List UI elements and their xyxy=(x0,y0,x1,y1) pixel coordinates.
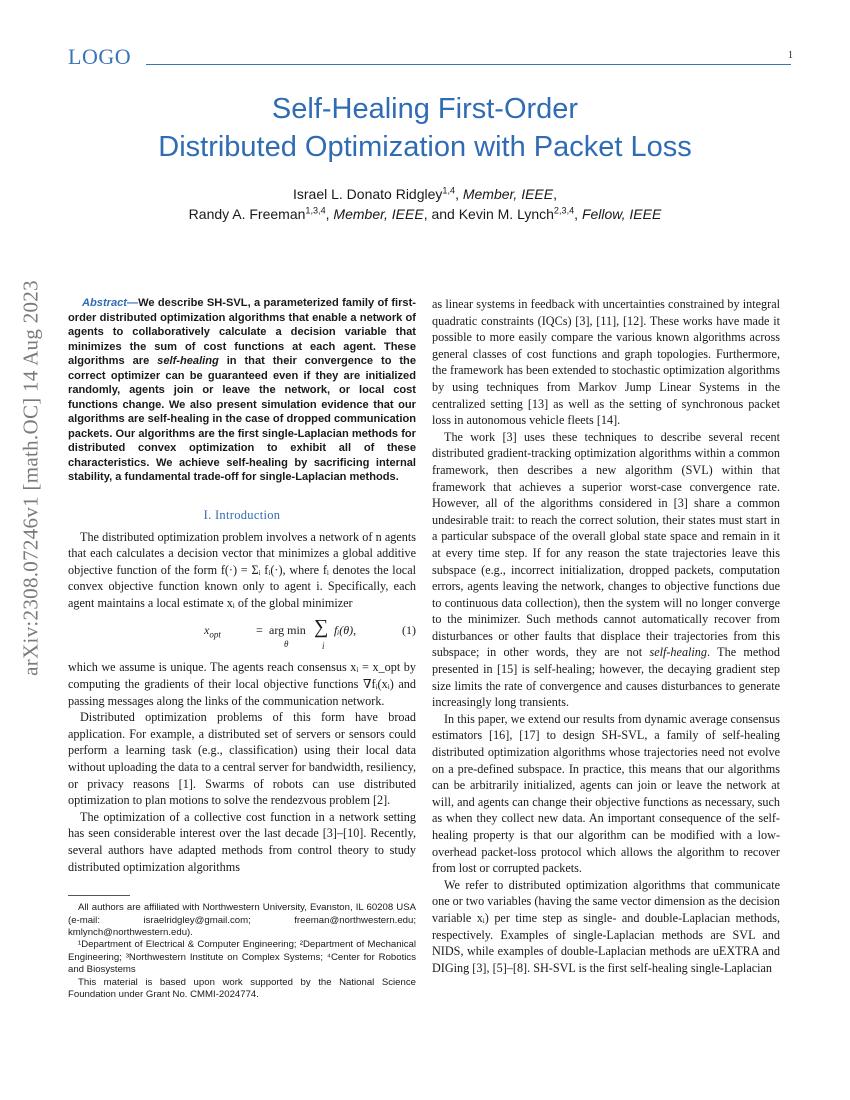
equation-1 xyxy=(68,615,416,657)
arxiv-stamp xyxy=(16,268,46,688)
logo: LOGO xyxy=(68,44,132,69)
author-conjunction: and xyxy=(431,206,455,222)
abstract xyxy=(68,296,416,485)
page-header xyxy=(68,44,793,68)
footnote-funding: This material is based upon work supported by the National Science Foundation under Grant No. CMMI-2024774. xyxy=(68,976,416,1001)
equation-number: (1) xyxy=(402,623,416,638)
right-paragraph-1: as linear systems in feedback with uncertainties constrained by integral quadratic constraints (IQCs) [3], [11], [12]. These works have made it possible to more easily compare the various known algorithms across general classes of cost functions and graph topologies. Furthermore, the framework has been extended to stochastic optimization algorithms by using techniques from Markov Jump Linear Systems in the centralized setting [13] as well as the setting of synchronous packet loss in autonomous vehicle fleets [14]. xyxy=(432,297,780,428)
right-paragraph-3: In this paper, we extend our results from dynamic average consensus estimators [16], [17] to design SH-SVL, a family of self-healing distributed optimization algorithms whose trajectories need not evolve on a pre-defined subspace. In practice, this means that our algorithms can be arbitrarily initialized, agents can join or leave the network at will, and agents can change their objective functions as necessary, such as when they collect new data. An important consequence of the self-healing property is that our algorithm can be modified with a low-overhead packet-loss protocol which allows the algorithm to recover from lost or corrupted packets. xyxy=(432,711,780,876)
author-name: Randy A. Freeman xyxy=(188,206,306,222)
intro-paragraph-1-cont: which we assume is unique. The agents reach consensus xᵢ = x_opt by computing the gradients of their local objective functions ∇fᵢ(xᵢ) and passing messages along the links of the communication network. xyxy=(68,660,416,708)
author-affiliation: 1,3,4 xyxy=(305,205,326,216)
emphasis-self-healing: self-healing xyxy=(649,645,707,660)
right-paragraph-2: The work [3] uses these techniques to describe several recent distributed gradient-tracking optimization algorithms within a common framework, then describes a new algorithm (SVL) within that framework that achieves a superior worst-case convergence rate. However, all of the algorithms considered in [3] share a common undesirable trait: to reach the correct solution, their states must start in a particular subspace of the overall global state space and remain in it at every time step. If for any reason the state trajectories leave this subspace (e.g., incorrect initialization, dropped packets, computation errors, agents leaving the network, changes to objective functions due to continuous data collection), then the system will no longer converge to the minimizer. Such methods cannot automatically recover from disturbances or other faults that displace their trajectories from this subspace; in other words, they are not self-healing. The method presented in [15] is self-healing; however, the decaying gradient step size limits the rate of convergence and causes disturbances to generate increasingly long transients. xyxy=(432,429,780,710)
right-paragraph-4: We refer to distributed optimization algorithms that communicate one or two variables (having the same vector dimension as the decision variable xᵢ) per time step as single- and double-Laplacian methods, respectively. Examples of single-Laplacian methods are SVL and NIDS, while examples of double-Laplacian methods are uEXTRA and DIGing [3], [5]–[8]. SH-SVL is the first self-healing single-Laplacian xyxy=(432,877,780,975)
paper-title xyxy=(70,90,780,166)
left-column xyxy=(68,296,416,1001)
footnotes xyxy=(68,902,416,1001)
section-heading: I. Introduction xyxy=(203,507,281,522)
right-column xyxy=(432,296,780,976)
abstract-text-1: We describe SH-SVL, a parameterized family of first-order distributed optimization algorithms that enable a network of agents to collaboratively calculate a decision variable that minimizes the sum of cost functions at each agent. These algorithms are xyxy=(68,297,416,367)
author-role: Fellow, IEEE xyxy=(581,206,662,222)
author-role: Member, IEEE xyxy=(333,206,424,222)
intro-paragraph-2: Distributed optimization problems of this form have broad application. For example, a distributed set of servers or sensors could perform a learning task (e.g., classification) using their local data without uploading the data to a central server for bandwidth, resiliency, or privacy reasons [1]. Swarms of robots can use distributed optimization to plan motions to solve the rendezvous problem [2]. xyxy=(68,710,416,808)
abstract-text-2: in that their convergence to the correct optimizer can be guaranteed even if they are initialized randomly, agents join or leave the network, or local cost functions change. We also present simulation evidence that our algorithms are self-healing in the case of dropped communication packets. Our algorithms are the first single-Laplacian methods for distributed convex optimization to exhibit all of these characteristics. We achieve self-healing by sacrificing internal stability, a fundamental trade-off for single-Laplacian methods. xyxy=(68,355,417,483)
equation-argmin: arg min xyxy=(269,623,306,638)
footnote-rule xyxy=(68,895,130,896)
equation-body: fᵢ(θ), xyxy=(334,623,357,638)
equation-argmin-variable: θ xyxy=(284,639,289,650)
author-line-1: Israel L. Donato Ridgley$^{1,4}$, Member, IEEE, xyxy=(292,185,557,202)
equation-lhs: $x_{opt}$ xyxy=(204,623,221,640)
author-affiliation: 2,3,4 xyxy=(553,205,575,216)
title-line-1: Self-Healing First-Order xyxy=(271,93,579,125)
intro-paragraph-1: The distributed optimization problem involves a network of n agents that each calculates a decision vector that minimizes a global additive objective function of the form f(·) = Σᵢ fᵢ(·), where fᵢ denotes the local convex objective function known only to agent i. Specifically, each agent maintains a local estimate xᵢ of the global minimizer xyxy=(68,529,416,610)
footnote-affiliation: All authors are affiliated with Northwestern University, Evanston, IL 60208 USA (e-mail: israelridgley@gmail.com; freeman@northwestern.edu; kmlynch@northwestern.edu). xyxy=(68,902,416,938)
abstract-label: Abstract— xyxy=(82,297,139,309)
equation-equals: = xyxy=(256,623,263,638)
title-line-2: Distributed Optimization with Packet Loss xyxy=(158,131,692,163)
author-role: Member, IEEE xyxy=(462,186,554,202)
page-number: 1 xyxy=(788,50,793,61)
author-affiliation: 1,4 xyxy=(442,185,456,196)
abstract-emphasis: self-healing xyxy=(157,355,219,367)
author-name: Kevin M. Lynch xyxy=(458,206,554,222)
author-list xyxy=(70,184,780,224)
intro-paragraph-3: The optimization of a collective cost function in a network setting has seen considerable interest over the last decade [3]–[10]. Recently, several authors have adapted methods from control theory to study distributed optimization algorithms xyxy=(68,809,416,874)
equation-sum-index: i xyxy=(322,641,325,652)
footnote-departments: ¹Department of Electrical & Computer Engineering; ²Department of Mechanical Engineering; ³Northwestern Institute on Complex Systems; ⁴Center for Robotics and Biosystems xyxy=(68,939,416,976)
summation-icon: ∑ xyxy=(314,616,329,639)
author-line-2: Randy A. Freeman$^{1,3,4}$, Member, IEEE, and Kevin M. Lynch$^{2,3,4}$, Fellow, IEEE xyxy=(188,205,662,222)
author-name: Israel L. Donato Ridgley xyxy=(292,186,443,202)
arxiv-id: arXiv:2308.07246v1 [math.OC] 14 Aug 2023 xyxy=(18,280,43,676)
header-rule xyxy=(146,64,791,65)
